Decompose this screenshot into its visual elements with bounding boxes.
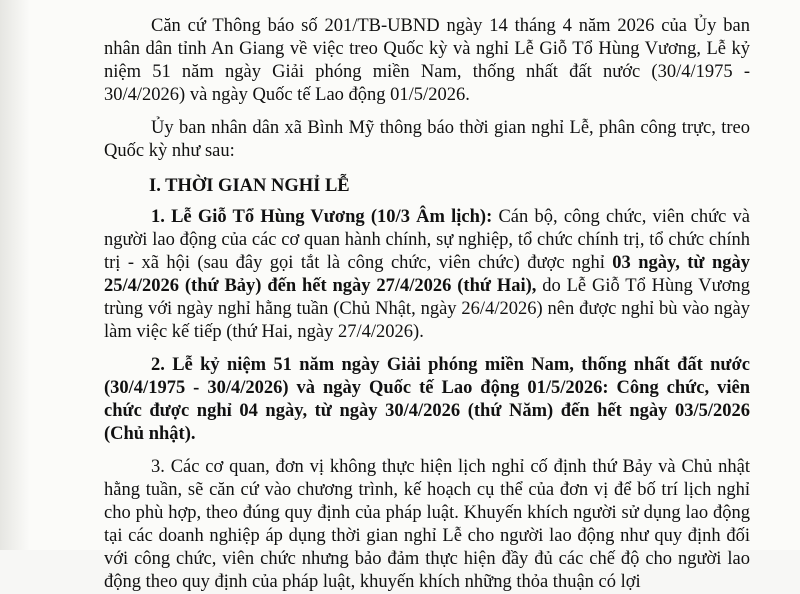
basis-paragraph: Căn cứ Thông báo số 201/TB-UBND ngày 14 tháng 4 năm 2026 của Ủy ban nhân dân tỉnh An Giang về việc treo Quốc kỳ và nghỉ Lễ Giỗ Tổ Hùng Vương, Lễ kỷ niệm 51 năm ngày Giải phóng miền Nam, thống nhất đất nước (30/4/1975 - 30/4/2026) và ngày Quốc tế Lao động 01/5/2026. — [104, 16, 750, 105]
item-1-bold-dates: 03 ngày, từ ngày 25/4/2026 (thứ Bảy) đến hết ngày 27/4/2026 (thứ Hai), — [104, 253, 751, 296]
announcement-paragraph: Ủy ban nhân dân xã Bình Mỹ thông báo thời gian nghỉ Lễ, phân công trực, treo Quốc kỳ như sau: — [104, 118, 750, 161]
document-body — [104, 15, 750, 594]
item-1-text-c: do Lễ Giỗ Tổ Hùng Vương trùng với ngày nghỉ hằng tuần (Chủ Nhật, ngày 26/4/2026) nên được nghỉ bù vào ngày làm việc kế tiếp (thứ Hai, ngày 27/4/2026). — [104, 276, 750, 342]
item-1-title: 1. Lễ Giỗ Tổ Hùng Vương (10/3 Âm lịch): — [151, 207, 493, 227]
item-1-text-a: Cán bộ, công chức, viên chức và người lao động của các cơ quan hành chính, sự nghiệp, tổ chức chính trị, tổ chức chính trị - xã hội (sau đây gọi tắt là công chức, viên chức) được nghỉ — [104, 207, 750, 273]
item-2-paragraph — [104, 354, 750, 446]
item-1-paragraph — [104, 206, 750, 344]
item-2-text: 2. Lễ kỷ niệm 51 năm ngày Giải phóng miền Nam, thống nhất đất nước (30/4/1975 - 30/4/2026) và ngày Quốc tế Lao động 01/5/2026: Công chức, viên chức được nghỉ 04 ngày, từ ngày 30/4/2026 (thứ Năm) đến hết ngày 03/5/2026 (Chủ nhật). — [104, 355, 750, 444]
page-edge-shadow — [0, 0, 30, 550]
section-heading: I. THỜI GIAN NGHỈ LỄ — [149, 176, 350, 196]
item-3-paragraph: 3. Các cơ quan, đơn vị không thực hiện lịch nghỉ cố định thứ Bảy và Chủ nhật hằng tuần, sẽ căn cứ vào chương trình, kế hoạch cụ thể của đơn vị để bố trí lịch nghỉ cho phù hợp, theo đúng quy định của pháp luật. Khuyến khích người sử dụng lao động tại các doanh nghiệp áp dụng thời gian nghỉ Lễ cho người lao động như quy định đối với công chức, viên chức nhưng bảo đảm thực hiện đầy đủ các chế độ cho người lao động theo quy định của pháp luật, khuyến khích những thỏa thuận có lợi — [104, 457, 750, 592]
